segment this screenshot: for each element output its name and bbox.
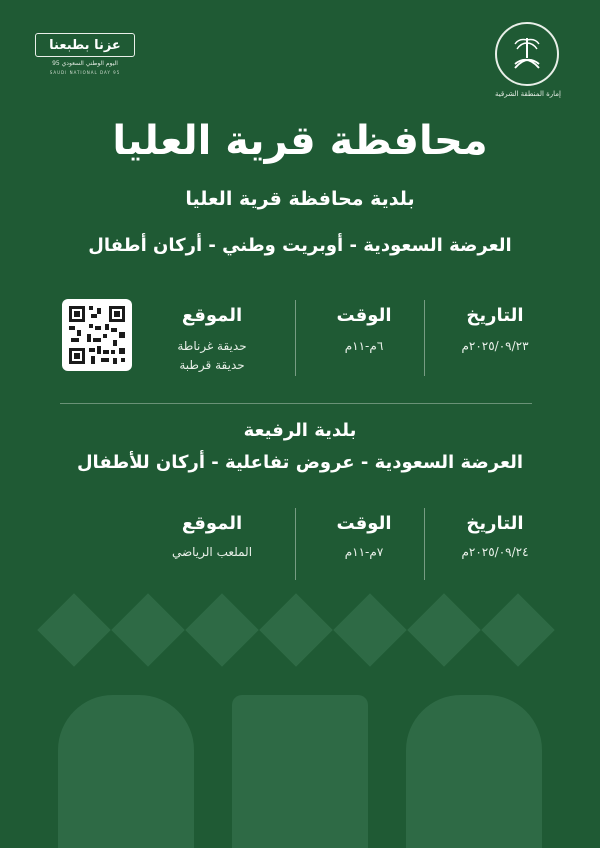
- section2-time-label: الوقت: [336, 513, 392, 534]
- qr-code-icon: [62, 299, 132, 371]
- arch-shape: [232, 695, 368, 848]
- section1-location-1: حديقة غرناطة: [177, 339, 247, 353]
- diamond-shape: [481, 593, 555, 667]
- national-day-logo-arabic: اليوم الوطني السعودي 95: [52, 60, 118, 67]
- section1-time-label: الوقت: [336, 305, 392, 326]
- divider: [424, 508, 425, 580]
- national-day-logo-english: SAUDI NATIONAL DAY 95: [49, 70, 121, 75]
- page-title: محافظة قرية العليا: [112, 118, 488, 164]
- emblem-ring-icon: [495, 22, 559, 86]
- diamond-shape: [185, 593, 259, 667]
- arch-shape: [58, 695, 194, 848]
- qr-code[interactable]: [62, 299, 132, 371]
- section2-location-label: الموقع: [181, 513, 243, 534]
- emblem-label: إمارة المنطقة الشرقية: [495, 90, 561, 98]
- divider: [295, 300, 296, 376]
- national-day-logo: [35, 33, 135, 75]
- section1-location-label: الموقع: [181, 305, 243, 326]
- section1-date-value: ٢٠٢٥/٠٩/٢٣م: [461, 339, 529, 353]
- diamond-shape: [407, 593, 481, 667]
- diamond-shape: [259, 593, 333, 667]
- section2-date-value: ٢٠٢٥/٠٩/٢٤م: [461, 545, 529, 559]
- eastern-region-emblem: [490, 22, 570, 102]
- palm-swords-icon: [497, 24, 557, 84]
- divider: [295, 508, 296, 580]
- diamond-shape: [111, 593, 185, 667]
- national-day-logo-title: عزنا بطبعنا: [49, 37, 121, 53]
- section2-date-label: التاريخ: [466, 513, 524, 534]
- arch-shape: [406, 695, 542, 848]
- section1-date-label: التاريخ: [466, 305, 524, 326]
- section2-title: بلدية الرفيعة: [243, 420, 357, 441]
- section2-events: العرضة السعودية - عروض تفاعلية - أركان للأطفال: [76, 452, 524, 473]
- section1-title: بلدية محافظة قرية العليا: [185, 188, 415, 210]
- section-separator: [60, 403, 532, 404]
- divider: [424, 300, 425, 376]
- section2-time-value: ٧م-١١م: [344, 545, 384, 559]
- section1-location-2: حديقة قرطبة: [179, 358, 245, 372]
- diamond-shape: [333, 593, 407, 667]
- diamond-shape: [37, 593, 111, 667]
- section2-location-1: الملعب الرياضي: [171, 545, 253, 559]
- section1-events: العرضة السعودية - أوبريت وطني - أركان أطفال: [88, 235, 512, 256]
- section1-time-value: ٦م-١١م: [344, 339, 384, 353]
